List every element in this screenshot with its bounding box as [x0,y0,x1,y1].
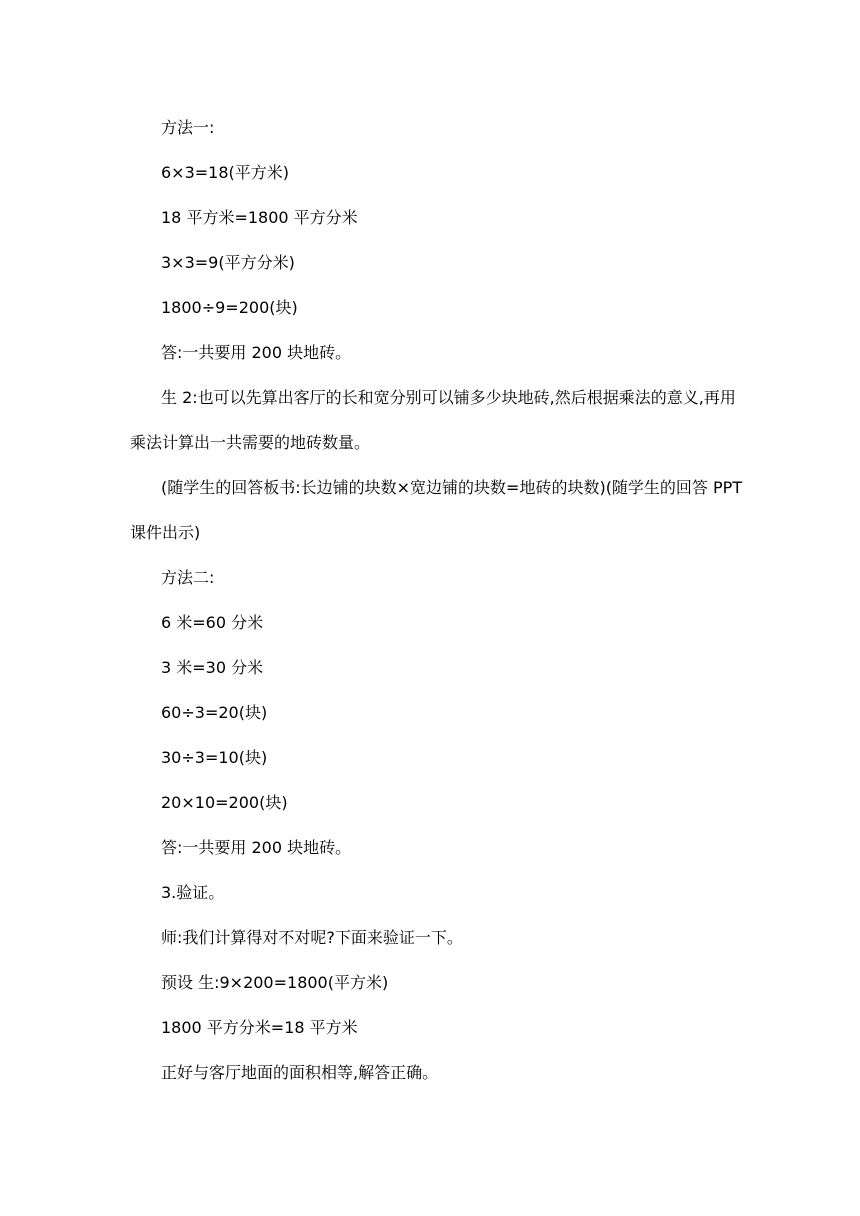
answer-line: 答:一共要用 200 块地砖。 [161,343,352,362]
text-line: 师:我们计算得对不对呢?下面来验证一下。 [161,928,463,947]
text-line: 18 平方米=1800 平方分米 [161,208,358,227]
paragraph-line: (随学生的回答板书:长边铺的块数×宽边铺的块数=地砖的块数)(随学生的回答 PPT [161,478,743,497]
text-line: 1800÷9=200(块) [161,298,298,317]
paragraph-line: 生 2:也可以先算出客厅的长和宽分别可以铺多少块地砖,然后根据乘法的意义,再用 [161,388,736,407]
paragraph-line: 课件出示) [130,523,201,542]
method-two-heading: 方法二: [161,568,215,587]
text-line: 1800 平方分米=18 平方米 [161,1018,358,1037]
text-line: 30÷3=10(块) [161,748,268,767]
text-line: 20×10=200(块) [161,793,288,812]
text-line: 60÷3=20(块) [161,703,268,722]
text-line: 预设 生:9×200=1800(平方米) [161,973,389,992]
answer-line: 答:一共要用 200 块地砖。 [161,838,352,857]
text-line: 3 米=30 分米 [161,658,264,677]
conclusion-line: 正好与客厅地面的面积相等,解答正确。 [161,1063,439,1082]
paragraph-line: 乘法计算出一共需要的地砖数量。 [130,433,371,452]
text-line: 6 米=60 分米 [161,613,264,632]
text-line: 6×3=18(平方米) [161,163,290,182]
section-heading: 3.验证。 [161,883,225,902]
text-line: 3×3=9(平方分米) [161,253,295,272]
method-one-heading: 方法一: [161,118,215,137]
